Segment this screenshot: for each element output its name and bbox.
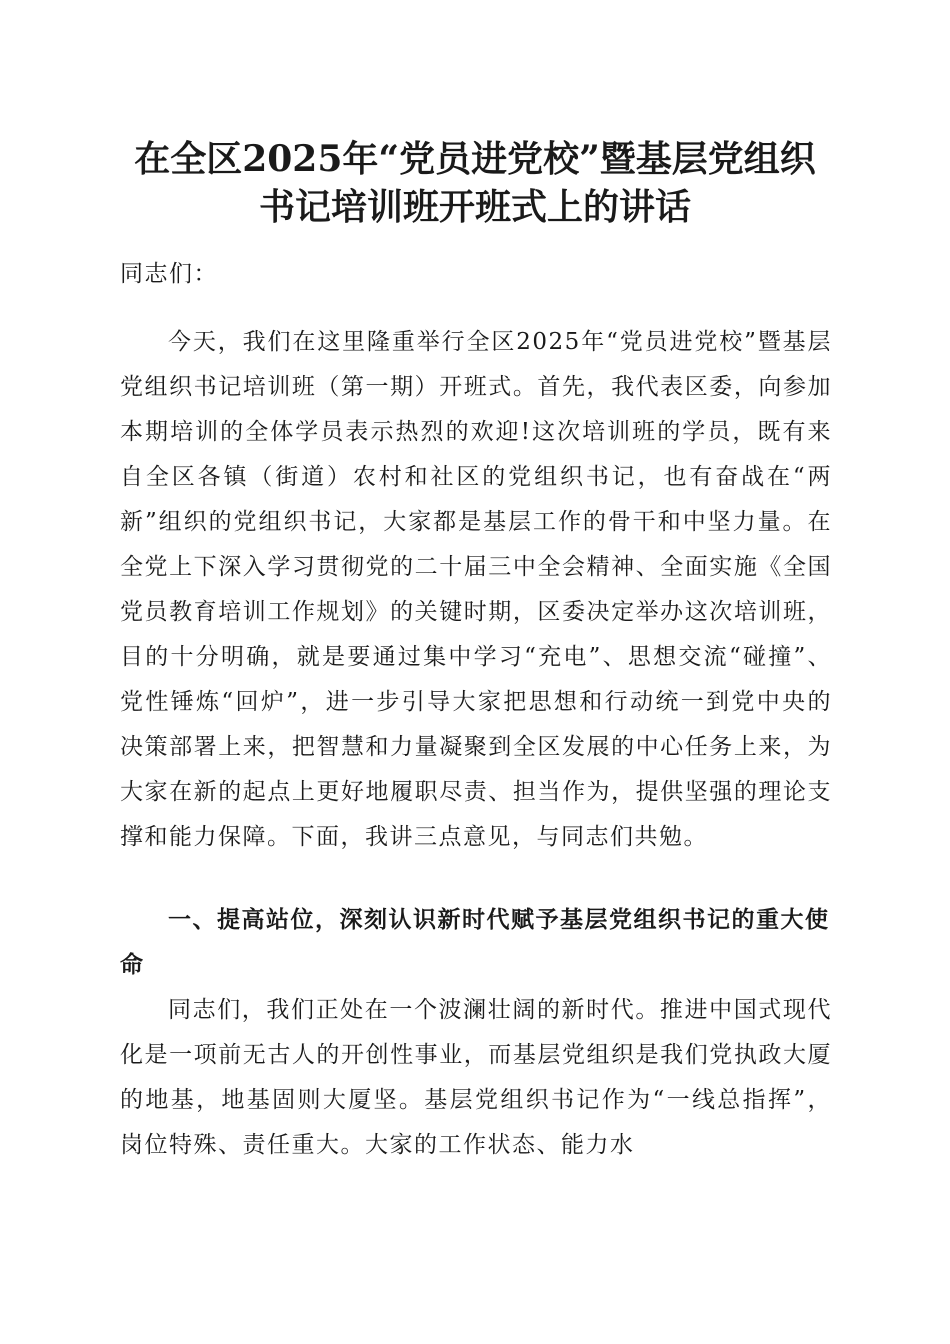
paragraph-opening: 今天，我们在这里隆重举行全区2025年“党员进党校”暨基层党组织书记培训班（第一期）开班式。首先，我代表区委，向参加本期培训的全体学员表示热烈的欢迎!这次培训班的学员，既有来自全区各镇（街道）农村和社区的党组织书记，也有奋战在“两新”组织的党组织书记，大家都是基层工作的骨干和中坚力量。在全党上下深入学习贯彻党的二十届三中全会精神、全面实施《全国党员教育培训工作规划》的关键时期，区委决定举办这次培训班，目的十分明确，就是要通过集中学习“充电”、思想交流“碰撞”、党性锤炼“回炉”，进一步引导大家把思想和行动统一到党中央的决策部署上来，把智慧和力量凝聚到全区发展的中心任务上来，为大家在新的起点上更好地履职尽责、担当作为，提供坚强的理论支撑和能力保障。下面，我讲三点意见，与同志们共勉。 — [120, 329, 832, 850]
document-title-line-2: 书记培训班开班式上的讲话 — [258, 186, 691, 228]
salutation: 同志们： — [120, 261, 218, 287]
document-title-line-1: 在全区2025年“党员进党校”暨基层党组织 — [134, 138, 816, 180]
paragraph-section-1: 同志们，我们正处在一个波澜壮阔的新时代。推进中国式现代化是一项前无古人的开创性事业，而基层党组织是我们党执政大厦的地基，地基固则大厦坚。基层党组织书记作为“一线总指挥”，岗位特殊、责任重大。大家的工作状态、能力水 — [120, 997, 832, 1158]
section-heading-1: 一、提高站位，深刻认识新时代赋予基层党组织书记的重大使命 — [120, 907, 830, 978]
